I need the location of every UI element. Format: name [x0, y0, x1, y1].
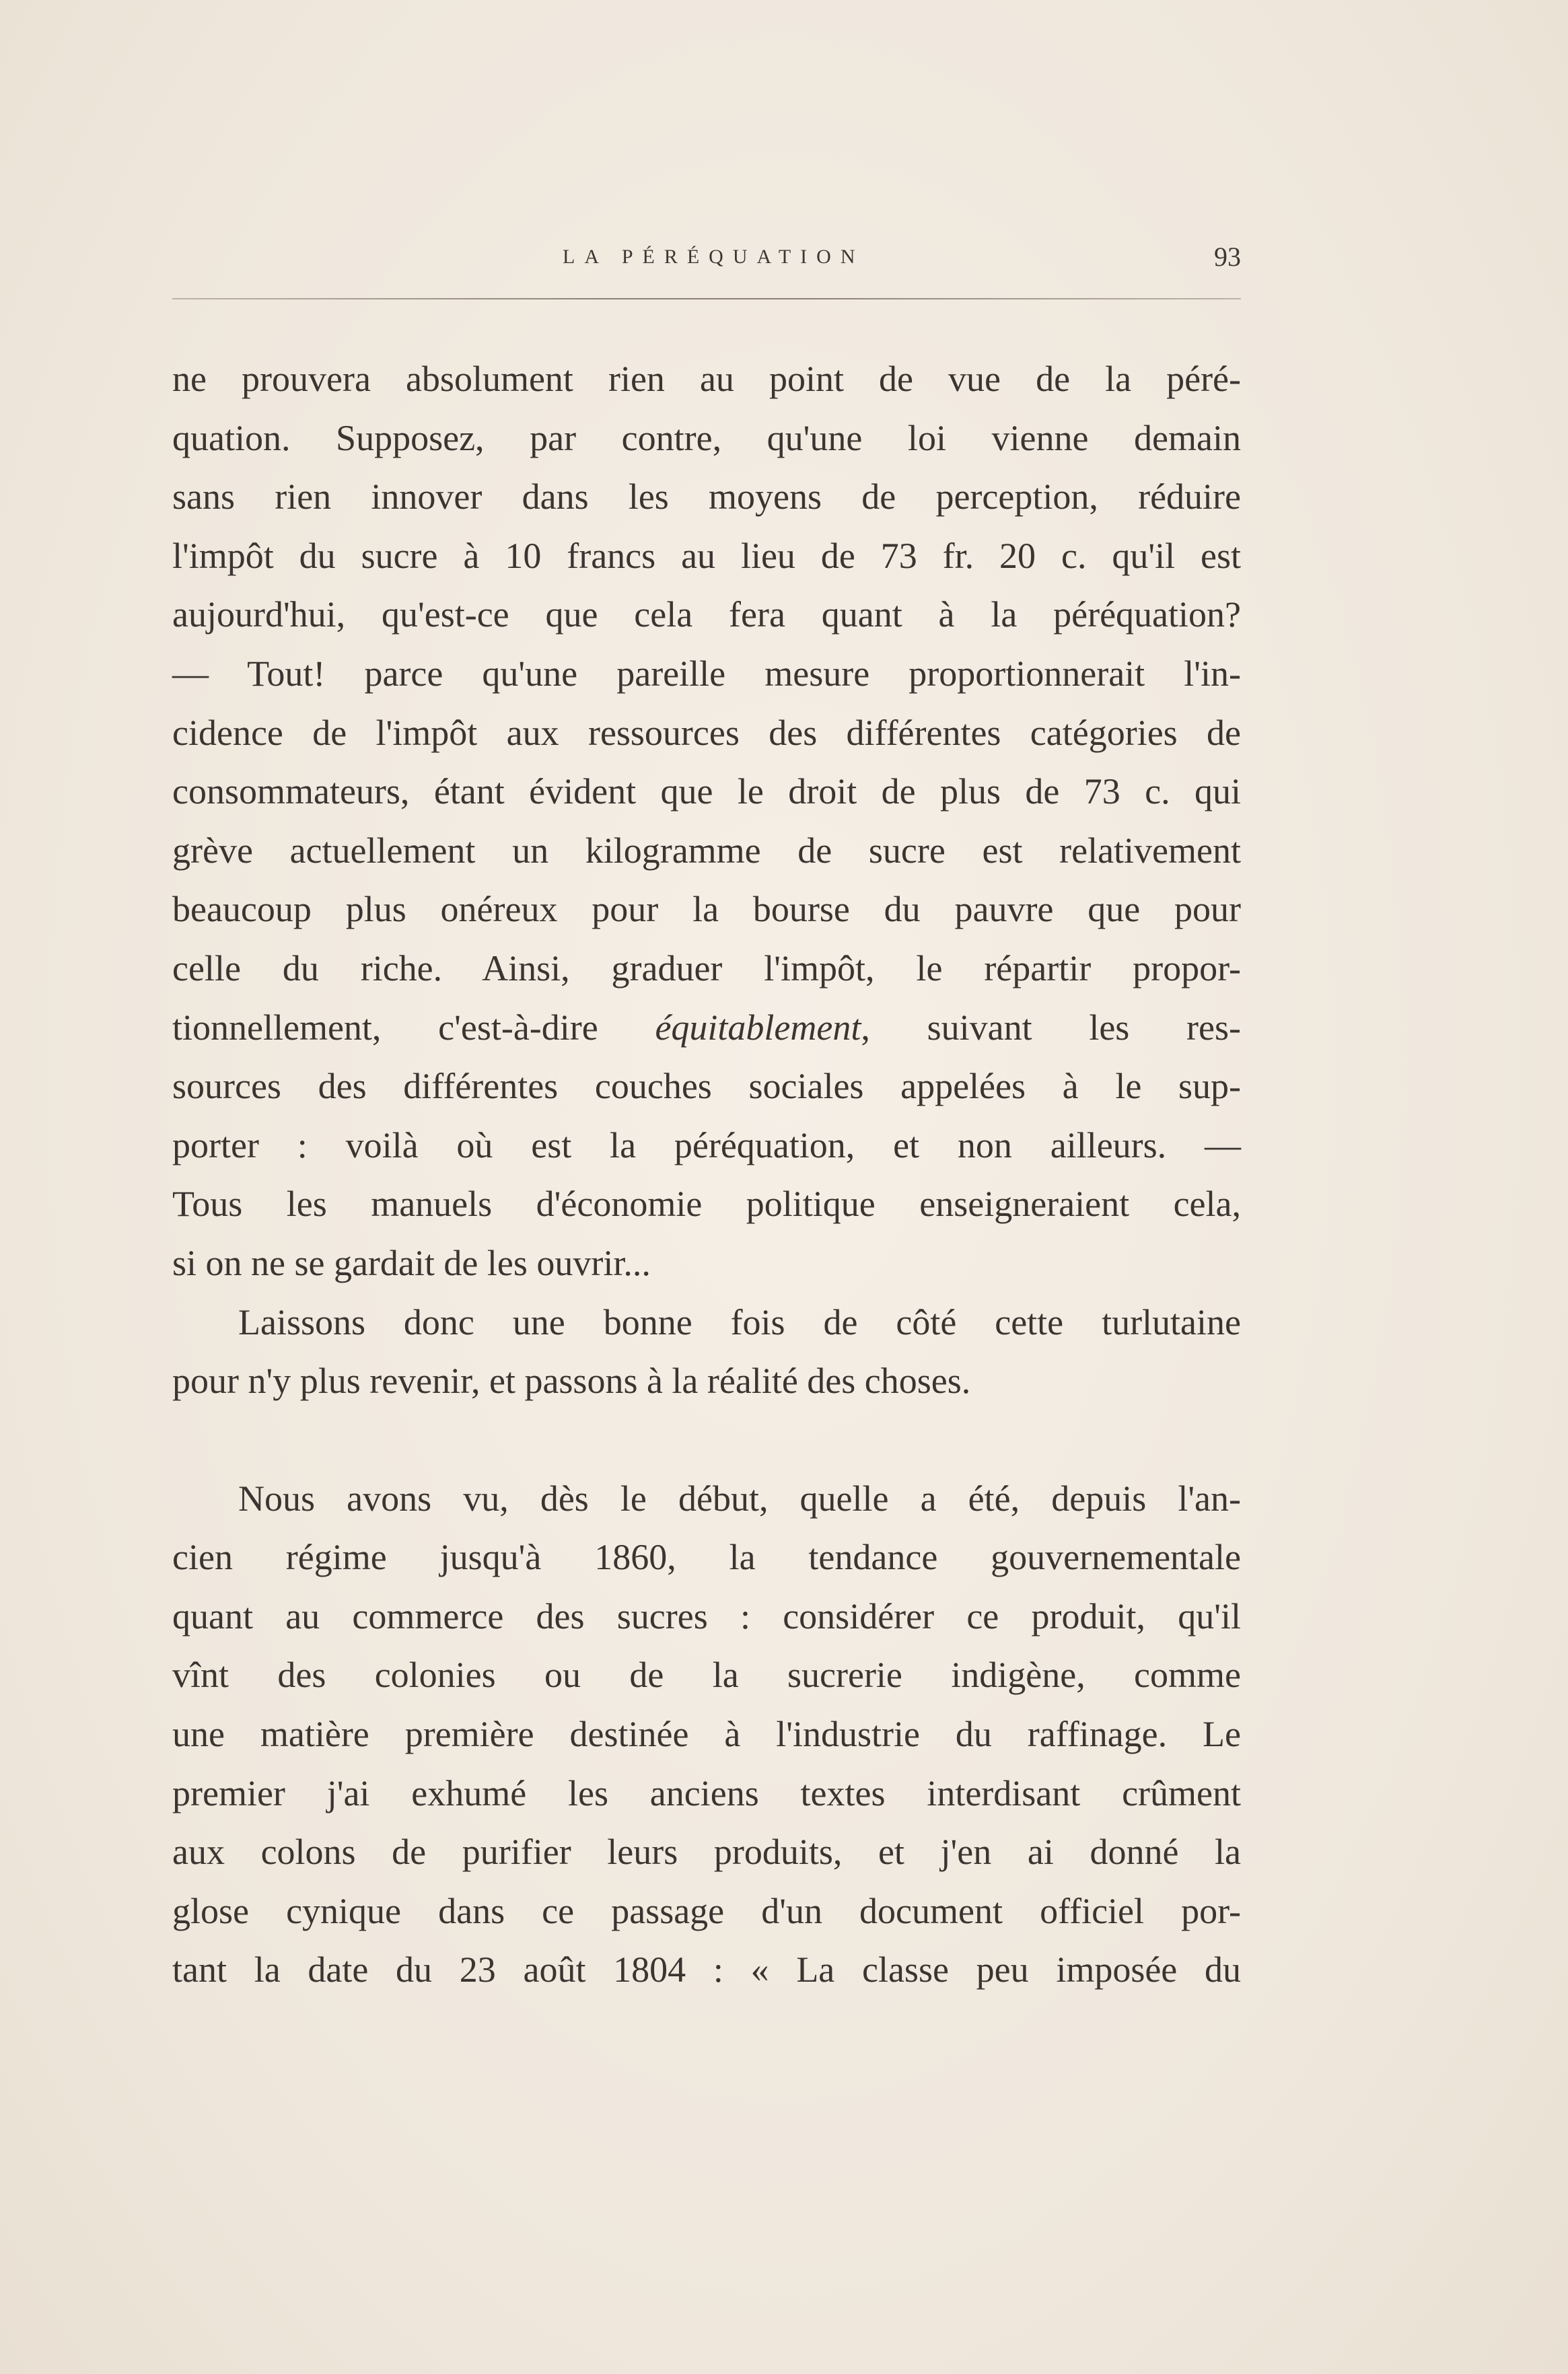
text-line: — Tout! parce qu'une pareille mesure proportionnerait l'in- [172, 653, 1241, 694]
text-line: tant la date du 23 août 1804 : « La classe peu imposée du [172, 1949, 1241, 1990]
text-line: Laissons donc une bonne fois de côté cette turlutaine [238, 1301, 1241, 1342]
text-line: vînt des colonies ou de la sucrerie indigène, comme [172, 1655, 1241, 1696]
text-line: Nous avons vu, dès le début, quelle a été, depuis l'an- [238, 1478, 1241, 1519]
text-line: beaucoup plus onéreux pour la bourse du pauvre que pour [172, 889, 1241, 930]
text-line: celle du riche. Ainsi, graduer l'impôt, le répartir propor- [172, 947, 1241, 988]
text-run: , suivant les res- [861, 1007, 1241, 1048]
text-line: Tous les manuels d'économie politique enseigneraient cela, [172, 1184, 1241, 1225]
text-line: cien régime jusqu'à 1860, la tendance gouvernementale [172, 1537, 1241, 1578]
text-run: tionnellement, c'est-à-dire [172, 1007, 655, 1048]
text-line: consommateurs, étant évident que le droit de plus de 73 c. qui [172, 771, 1241, 812]
running-title: LA PÉRÉQUATION [563, 246, 865, 268]
text-line: une matière première destinée à l'industrie du raffinage. Le [172, 1714, 1241, 1755]
text-line-with-italic [172, 999, 1241, 1058]
text-line: ne prouvera absolument rien au point de vue de la péré- [172, 359, 1241, 399]
text-line: grève actuellement un kilogramme de sucre est relativement [172, 830, 1241, 871]
text-line: quation. Supposez, par contre, qu'une loi vienne demain [172, 417, 1241, 458]
body-text [172, 350, 1241, 2000]
text-line: sources des différentes couches sociales appelées à le sup- [172, 1066, 1241, 1107]
text-line: cidence de l'impôt aux ressources des différentes catégories de [172, 712, 1241, 753]
section-break [172, 1411, 1241, 1470]
text-line: porter : voilà où est la péréquation, et non ailleurs. — [172, 1124, 1241, 1165]
text-line: quant au commerce des sucres : considérer ce produit, qu'il [172, 1595, 1241, 1636]
header-rule [172, 298, 1241, 299]
text-line: aux colons de purifier leurs produits, et j'en ai donné la [172, 1832, 1241, 1873]
text-line: si on ne se gardait de les ouvrir... [172, 1242, 651, 1283]
page-number: 93 [1214, 242, 1241, 272]
italic-word: équitablement [655, 1007, 861, 1048]
text-line: l'impôt du sucre à 10 francs au lieu de 73 fr. 20 c. qu'il est [172, 535, 1241, 576]
text-line: pour n'y plus revenir, et passons à la réalité des choses. [172, 1361, 971, 1402]
running-head [172, 237, 1241, 277]
text-line: sans rien innover dans les moyens de perception, réduire [172, 476, 1241, 517]
text-line: premier j'ai exhumé les anciens textes interdisant crûment [172, 1772, 1241, 1813]
text-line: aujourd'hui, qu'est-ce que cela fera quant à la péréquation? [172, 594, 1241, 635]
text-line: glose cynique dans ce passage d'un document officiel por- [172, 1890, 1241, 1931]
